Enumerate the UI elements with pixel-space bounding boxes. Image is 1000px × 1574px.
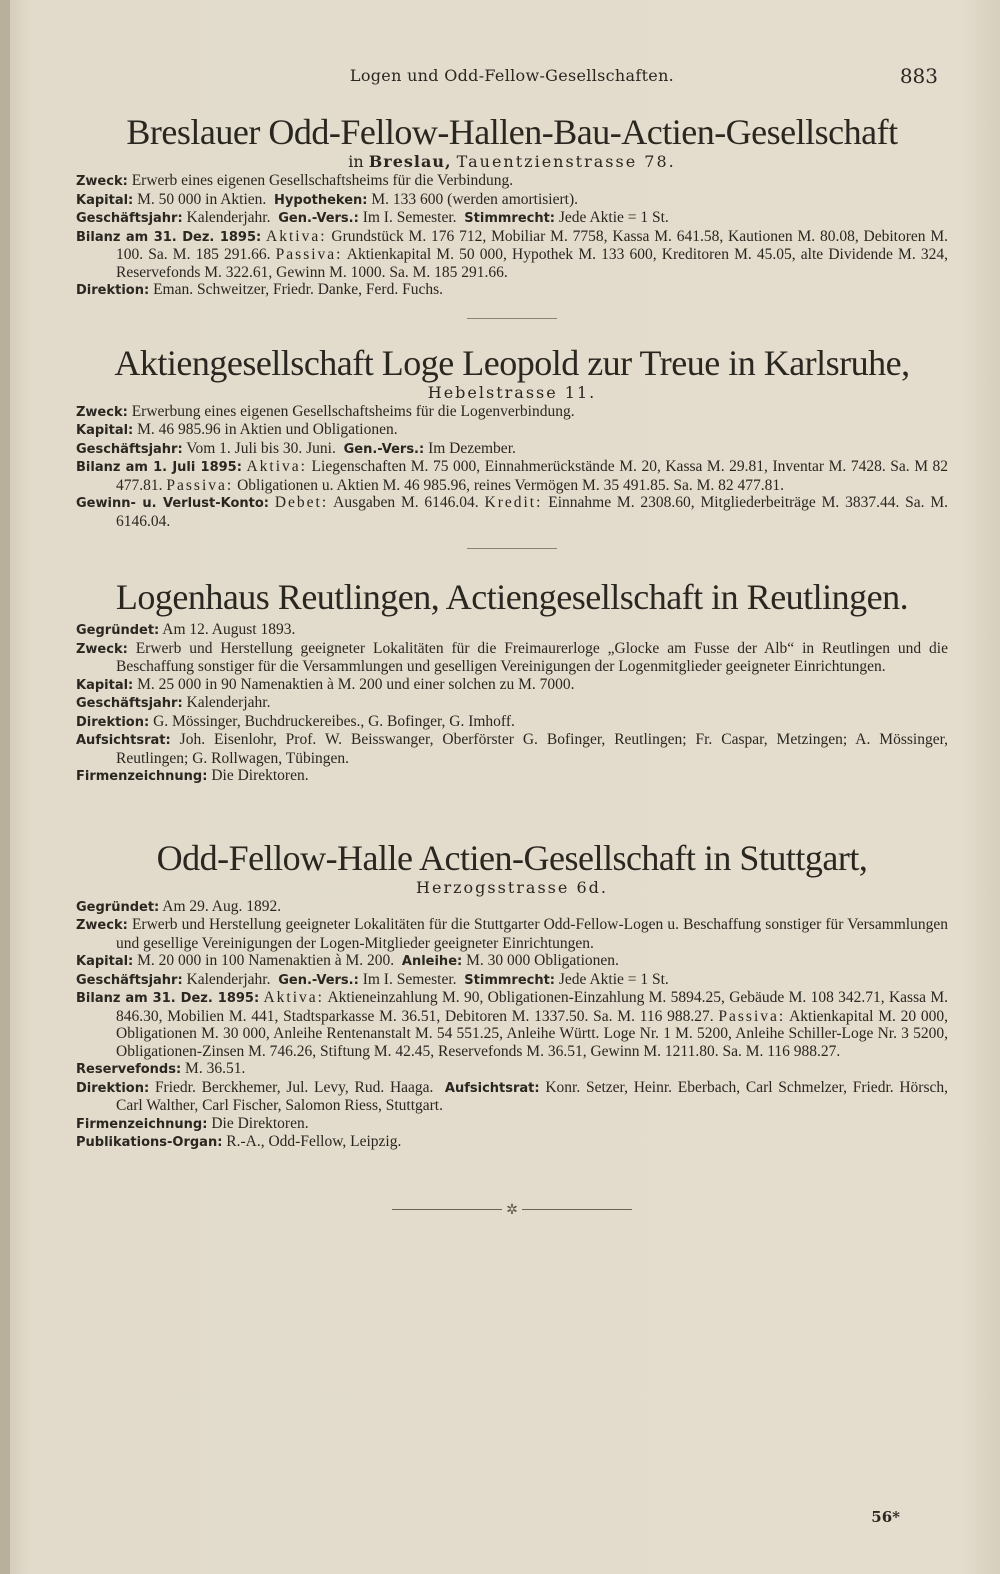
label: Direktion:: [76, 714, 150, 730]
entry-firmenzeichnung: [76, 1115, 948, 1134]
entry-direktion: [76, 1079, 948, 1115]
value: Im I. Semester.: [362, 970, 457, 988]
section-karlsruhe: [76, 343, 948, 550]
entry-kapital: [76, 952, 948, 971]
label: Aufsichtsrat:: [444, 1080, 540, 1096]
label: Geschäftsjahr:: [76, 441, 183, 457]
label: Gen.-Vers.:: [278, 972, 359, 988]
entry-zweck: [76, 403, 948, 422]
label: Gen.-Vers.:: [278, 211, 359, 226]
entry-direktion: [76, 713, 948, 732]
value: Kalenderjahr.: [186, 209, 271, 226]
value: M. 30 000 Obligationen.: [466, 952, 619, 969]
passiva-word: Passiva:: [166, 476, 234, 494]
value: M. 50 000 in Aktien.: [137, 190, 267, 208]
entry-reservefonds: [76, 1060, 948, 1079]
entry-geschaeftsjahr: [76, 209, 948, 228]
entry-gewinn-verlust: [76, 494, 948, 530]
entry-kapital: [76, 421, 948, 440]
entry-publikations-organ: [76, 1133, 948, 1152]
value: Obligationen u. Aktien M. 46 985.96, reines Vermögen M. 35 491.85. Sa. M. 82 477.81.: [237, 476, 784, 494]
entry-aufsichtsrat: [76, 731, 948, 767]
label: Stimmrecht:: [464, 211, 556, 226]
label: Zweck:: [76, 918, 128, 933]
value: Erwerb und Herstellung geeigneter Lokalitäten für die Freimaurerloge „Glocke am Fusse der Alb“ in Reutlingen und die Beschaffung sonstiger für die Versammlungen und geselligen Vereinigungen der Logenmitglieder geeigneter Einrichtungen.: [116, 639, 948, 675]
section-title: Aktiengesellschaft Loge Leopold zur Treue in Karlsruhe,: [114, 342, 910, 383]
entry-gegruendet: [76, 898, 948, 917]
label: Kapital:: [76, 192, 134, 208]
entry-kapital: [76, 676, 948, 695]
value: Die Direktoren.: [211, 1114, 309, 1132]
label: Bilanz am 31. Dez. 1895:: [76, 229, 262, 245]
aktiva-word: Aktiva:: [266, 227, 327, 245]
value: Kalenderjahr.: [186, 694, 271, 711]
passiva-word: Passiva:: [718, 1007, 786, 1025]
value: M. 25 000 in 90 Namenaktien à M. 200 und einer solchen zu M. 7000.: [137, 675, 575, 693]
page-gutter: [0, 0, 10, 1574]
entry-kapital: [76, 191, 948, 210]
label: Stimmrecht:: [464, 972, 556, 988]
label: Zweck:: [76, 641, 128, 657]
value: Friedr. Berckhemer, Jul. Levy, Rud. Haaga.: [154, 1078, 434, 1096]
entry-bilanz: [76, 989, 948, 1060]
running-title: Logen und Odd-Fellow-Gesellschaften.: [349, 66, 675, 85]
value: Im Dezember.: [428, 439, 516, 457]
value: Am 12. August 1893.: [162, 621, 296, 638]
label: Gen.-Vers.:: [343, 441, 425, 457]
entry-gegruendet: [76, 621, 948, 640]
label: Firmenzeichnung:: [76, 769, 208, 784]
label: Gegründet:: [76, 623, 160, 638]
value: Grundstück M. 176 712, Mobiliar M. 7758, Kassa M. 641.58, Kautionen M. 80.08, Debitoren M. 100. Sa. M. 185 291.66.: [116, 227, 949, 263]
label: Direktion:: [76, 283, 150, 298]
subtitle-address: Tauentzienstrasse 78.: [456, 152, 676, 171]
section-address: Hebelstrasse 11.: [427, 382, 597, 402]
aktiva-word: Aktiva:: [263, 989, 324, 1006]
section-title: Odd-Fellow-Halle Actien-Gesellschaft in Stuttgart,: [156, 837, 868, 878]
label: Publikations-Organ:: [76, 1135, 223, 1150]
label: Reservefonds:: [76, 1062, 182, 1077]
entry-zweck: [76, 916, 948, 952]
ornament-line-right: [522, 1209, 632, 1210]
entry-geschaeftsjahr: [76, 694, 948, 713]
value: Jede Aktie = 1 St.: [558, 970, 669, 988]
entry-firmenzeichnung: [76, 767, 948, 786]
section-reutlingen: [76, 577, 948, 786]
value: Joh. Eisenlohr, Prof. W. Beisswanger, Oberförster G. Bofinger, Reutlingen; Fr. Caspar, Metzingen; A. Mössinger, Reutlingen; G. Rollwagen, Tübingen.: [116, 731, 948, 767]
value: M. 36.51.: [185, 1060, 246, 1077]
label: Kapital:: [76, 677, 134, 693]
value: Jede Aktie = 1 St.: [558, 209, 669, 226]
value: Einnahme M. 2308.60, Mitgliederbeiträge M. 3837.44. Sa. M. 6146.04.: [116, 494, 949, 530]
section-title: Logenhaus Reutlingen, Actiengesellschaft in Reutlingen.: [115, 577, 909, 617]
label: Zweck:: [76, 404, 128, 420]
value: Am 29. Aug. 1892.: [162, 897, 282, 915]
value: Liegenschaften M. 75 000, Einnahmerückstände M. 20, Kassa M. 29.81, Inventar M. 7428. Sa. M 82 477.81.: [116, 458, 949, 494]
ornament-line-left: [392, 1209, 502, 1210]
section-subtitle: [76, 152, 948, 172]
value: Erwerb und Herstellung geeigneter Lokalitäten für die Stuttgarter Odd-Fellow-Logen u. Beschaffung sonstiger für Versammlungen und gesellige Vereinigungen der Logen-Mitglieder geeigneter Einrichtungen.: [116, 916, 948, 952]
section-divider: [467, 318, 557, 319]
value: Konr. Setzer, Heinr. Eberbach, Carl Schmelzer, Friedr. Hörsch, Carl Walther, Carl Fischer, Salomon Riess, Stuttgart.: [116, 1078, 949, 1114]
label: Kapital:: [76, 423, 134, 438]
subtitle-city: Breslau,: [368, 152, 452, 171]
value: M. 133 600 (werden amortisiert).: [371, 190, 578, 208]
label: Kapital:: [76, 954, 134, 969]
value: Ausgaben M. 6146.04.: [333, 494, 479, 511]
section-breslau: [76, 112, 948, 319]
end-ornament: [76, 1202, 948, 1218]
section-address: Herzogsstrasse 6d.: [416, 877, 608, 897]
entry-geschaeftsjahr: [76, 971, 948, 990]
value: Aktienkapital M. 20 000, Obligationen M. 30 000, Anleihe Rentenanstalt M. 54 551.25, Anleihe Württ. Loge Nr. 1 M. 5200, Anleihe Schiller-Loge Nr. 3 5200, Obligationen-Zinsen M. 746.26, Stiftung M. 42.45, Reservefonds M. 36.51, Gewinn M. 1211.80. Sa. M. 116 988.27.: [116, 1007, 948, 1060]
entry-direktion: [76, 281, 948, 300]
value: Die Direktoren.: [211, 767, 309, 784]
entry-bilanz: [76, 228, 948, 282]
value: Erwerb eines eigenen Gesellschaftsheims für die Verbindung.: [131, 172, 514, 189]
value: Aktieneinzahlung M. 90, Obligationen-Einzahlung M. 5894.25, Gebäude M. 108 342.71, Kassa M. 846.30, Mobilien M. 441, Stadtsparkasse M. 36.51, Debitoren M. 1337.50. Sa. M. 116 988.27.: [116, 989, 948, 1025]
aktiva-word: Aktiva:: [246, 458, 307, 475]
label: Geschäftsjahr:: [76, 211, 183, 226]
value: Eman. Schweitzer, Friedr. Danke, Ferd. Fuchs.: [153, 281, 443, 298]
entry-geschaeftsjahr: [76, 440, 948, 459]
value: Erwerbung eines eigenen Gesellschaftsheims für die Logenverbindung.: [131, 402, 575, 420]
passiva-word: Passiva:: [275, 246, 343, 263]
entry-bilanz: [76, 458, 948, 494]
debet-word: Debet:: [274, 494, 329, 511]
label: Geschäftsjahr:: [76, 972, 183, 988]
label: Gegründet:: [76, 899, 160, 915]
value: G. Mössinger, Buchdruckereibes., G. Bofinger, G. Imhoff.: [153, 712, 515, 730]
label: Hypotheken:: [274, 192, 368, 208]
entry-zweck: [76, 640, 948, 676]
subtitle-in: in: [348, 152, 364, 171]
value: Im I. Semester.: [362, 209, 457, 226]
value: R.-A., Odd-Fellow, Leipzig.: [226, 1133, 402, 1150]
label: Geschäftsjahr:: [76, 696, 183, 711]
kredit-word: Kredit:: [484, 494, 543, 511]
section-stuttgart: [76, 838, 948, 1152]
section-divider: [467, 548, 557, 549]
label: Direktion:: [76, 1080, 150, 1096]
label: Bilanz am 1. Juli 1895:: [76, 460, 242, 475]
label: Aufsichtsrat:: [76, 733, 171, 748]
value: Kalenderjahr.: [186, 970, 271, 988]
section-title: Breslauer Odd-Fellow-Hallen-Bau-Actien-Gesellschaft: [126, 112, 898, 152]
printer-signature: 56*: [871, 1508, 900, 1526]
label: Zweck:: [76, 174, 128, 189]
value: M. 20 000 in 100 Namenaktien à M. 200.: [137, 952, 395, 969]
page-number: 883: [899, 64, 938, 88]
label: Firmenzeichnung:: [76, 1116, 208, 1132]
value: M. 46 985.96 in Aktien und Obligationen.: [137, 421, 398, 438]
value: Aktienkapital M. 50 000, Hypothek M. 133 600, Kreditoren M. 45.05, alte Dividende M. 324, Reservefonds M. 322.61, Gewinn M. 1000. Sa. M. 185 291.66.: [116, 246, 948, 281]
value: Vom 1. Juli bis 30. Juni.: [186, 439, 336, 457]
page-header: [76, 60, 948, 90]
label: Bilanz am 31. Dez. 1895:: [76, 991, 260, 1006]
label: Gewinn- u. Verlust-Konto:: [76, 496, 270, 511]
entry-zweck: [76, 172, 948, 191]
fleuron-icon: ✲: [506, 1201, 518, 1218]
label: Anleihe:: [401, 954, 463, 969]
